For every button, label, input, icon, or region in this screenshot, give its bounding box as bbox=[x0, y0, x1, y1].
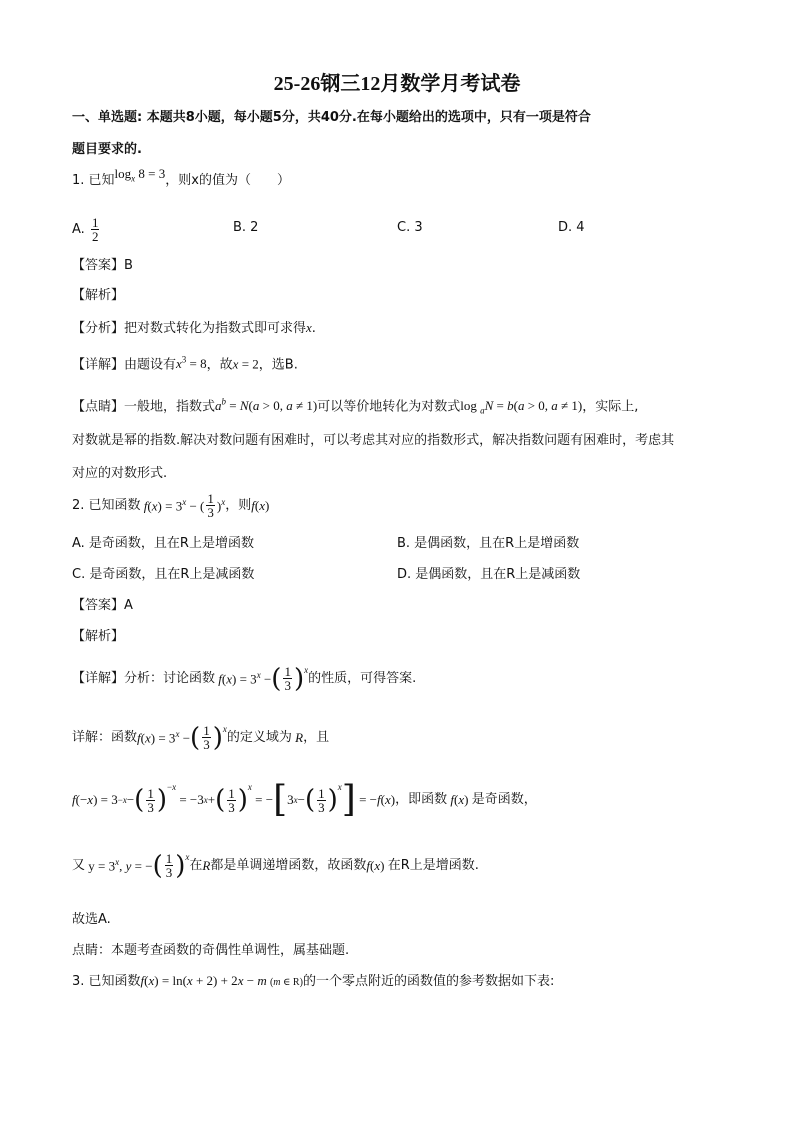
q1-option-a: A. $\frac{1}{2}$ bbox=[72, 215, 99, 244]
q1-analysis-label: 【解析】 bbox=[72, 288, 125, 303]
q1-option-b: B. 2 bbox=[233, 220, 259, 235]
q2-stem: 2. 已知函数 $f(x) = 3^x$ − ( $\frac{1}{3}$ )$^x$ ，则 f(x) bbox=[72, 491, 270, 520]
fraction-one-half: $\frac{1}{2}$ bbox=[91, 215, 99, 244]
q2-xiangjie: 【详解】分析：讨论函数 $f(x) = 3^x$ − ( $\frac{1}{3}$ ) $^x$ 的性质，可得答案. bbox=[72, 663, 417, 694]
q2-monotonic: 又 $y = 3^x$, y = − ( $\frac{1}{3}$ ) $^x$ 在 R 都是单调递增函数，故函数 f(x) 在R上是增函数. bbox=[72, 850, 479, 881]
q1-xiangjie: 【详解】由题设有$x^3 = 8$，故x = 2，选B. bbox=[72, 355, 298, 373]
q2-option-c: C. 是奇函数，且在R上是减函数 bbox=[72, 567, 255, 582]
q2-choose: 故选A. bbox=[72, 912, 111, 927]
page-title: 25-26钢三12月数学月考试卷 bbox=[273, 73, 521, 95]
q1-dianjing: 【点睛】一般地，指数式$a^b = N(a > 0$, a ≠ 1)可以等价地转化为对数式log $_a$N = b(a > 0, a ≠ 1)，实际上, bbox=[72, 397, 639, 416]
q1-answer: 【答案】B bbox=[72, 258, 133, 273]
q2-odd-derivation: f (− x ) = 3 −x − ( $\frac{1}{3}$ ) $^{-x}$ = −3 x + ( $\frac{1}{3}$ ) $^x$ = − [ 3 x − ( $\frac{1}{3}$ ) $^x$ ] = − f ( x ) ，即函数 f ( x ) 是奇函数， bbox=[72, 779, 537, 820]
q3-stem: 3. 已知函数f(x) = ln(x + 2) + 2x − m (m ∈ R)的一个零点附近的函数值的参考数据如下表: bbox=[72, 973, 555, 989]
q2-detail: 详解：函数 $f(x) = 3^x$ − ( $\frac{1}{3}$ ) $^x$ 的定义域为 R ，且 bbox=[72, 722, 330, 753]
q2-option-d: D. 是偶函数，且在R上是减函数 bbox=[397, 567, 581, 582]
q2-option-b: B. 是偶函数，且在R上是增函数 bbox=[397, 536, 580, 551]
q1-fenxi: 【分析】把对数式转化为指数式即可求得x. bbox=[72, 320, 316, 336]
q1-stem: 1. 已知$\log_x 8 = 3$，则x的值为（ ） bbox=[72, 166, 290, 188]
q1-dianjing-line3: 对应的对数形式. bbox=[72, 466, 168, 481]
q2-option-a: A. 是奇函数，且在R上是增函数 bbox=[72, 536, 254, 551]
section-header: 一、单选题: 本题共8小题，每小题5分，共40分.在每小题给出的选项中，只有一项是符合 bbox=[72, 110, 591, 125]
q1-option-c: C. 3 bbox=[397, 220, 423, 235]
q2-answer: 【答案】A bbox=[72, 598, 133, 613]
q1-dianjing-line2: 对数就是幂的指数.解决对数问题有困难时，可以考虑其对应的指数形式，解决指数问题有困难时，考虑其 bbox=[72, 433, 675, 448]
section-header-cont: 题目要求的. bbox=[72, 142, 142, 157]
q1-option-d: D. 4 bbox=[558, 220, 585, 235]
q2-comment: 点睛：本题考查函数的奇偶性单调性，属基础题. bbox=[72, 943, 350, 958]
q2-analysis-label: 【解析】 bbox=[72, 629, 125, 644]
